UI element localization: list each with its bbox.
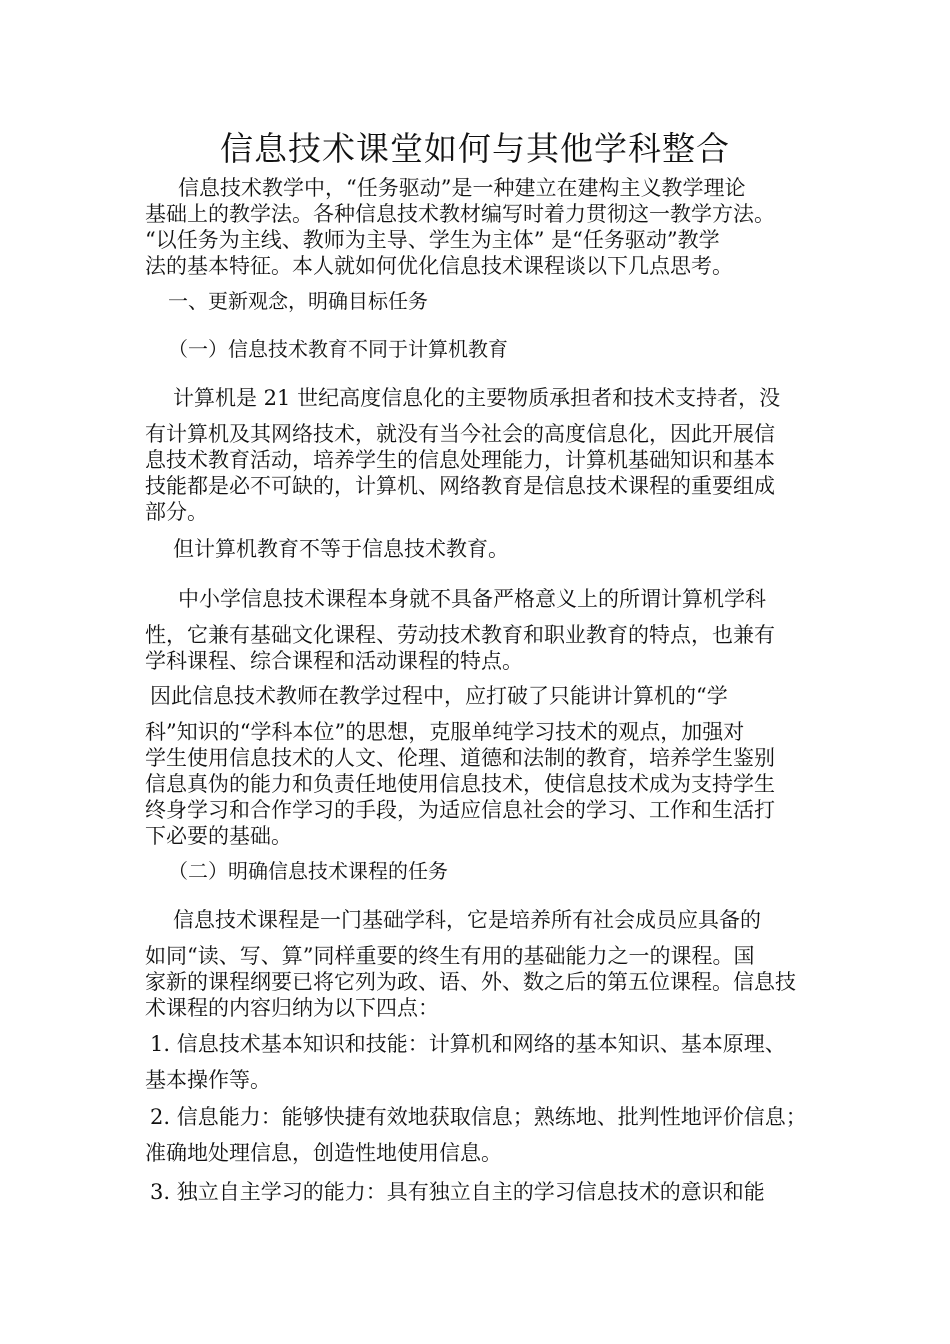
paragraph-line: 3. 独立自主学习的能力：具有独立自主的学习信息技术的意识和能 <box>150 1180 765 1204</box>
paragraph-line: 计算机是 21 世纪高度信息化的主要物质承担者和技术支持者，没 <box>173 386 781 410</box>
paragraph-line: 科”知识的“学科本位”的思想，克服单纯学习技术的观点，加强对 <box>145 720 745 744</box>
paragraph-line: 性，它兼有基础文化课程、劳动技术教育和职业教育的特点，也兼有 <box>145 623 775 647</box>
school-paragraph <box>145 586 810 674</box>
list-item <box>145 1179 810 1205</box>
list-item <box>145 1031 810 1093</box>
paragraph-line: 终身学习和合作学习的手段，为适应信息社会的学习、工作和生活打 <box>145 798 775 822</box>
paragraph-line: 但计算机教育不等于信息技术教育。 <box>173 537 509 561</box>
paragraph-line: 学生使用信息技术的人文、伦理、道德和法制的教育，培养学生鉴别 <box>145 746 775 770</box>
paragraph-line: 部分。 <box>145 500 208 524</box>
paragraph-line: 信息真伪的能力和负责任地使用信息技术，使信息技术成为支持学生 <box>145 772 775 796</box>
paragraph-line: “以任务为主线、教师为主导、学生为主体” 是“任务驱动”教学 <box>145 228 720 252</box>
subsection-heading: （一）信息技术教育不同于计算机教育 <box>168 337 508 361</box>
paragraph-line: 法的基本特征。本人就如何优化信息技术课程谈以下几点思考。 <box>145 254 733 278</box>
paragraph-line: 1. 信息技术基本知识和技能：计算机和网络的基本知识、基本原理、 <box>150 1032 786 1056</box>
course-paragraph <box>145 907 810 1021</box>
paragraph-line: 基础上的教学法。各种信息技术教材编写时着力贯彻这一教学方法。 <box>145 202 775 226</box>
paragraph-line: 下必要的基础。 <box>145 824 292 848</box>
subsection-heading: （二）明确信息技术课程的任务 <box>168 859 448 883</box>
paragraph-line: 2. 信息能力：能够快捷有效地获取信息；熟练地、批判性地评价信息； <box>150 1105 807 1129</box>
not-equal-paragraph <box>145 536 810 562</box>
computer-paragraph <box>145 385 810 525</box>
document-title: 信息技术课堂如何与其他学科整合 <box>220 129 730 168</box>
paragraph-line: 准确地处理信息，创造性地使用信息。 <box>145 1141 502 1165</box>
paragraph-line: 有计算机及其网络技术，就没有当今社会的高度信息化，因此开展信 <box>145 422 775 446</box>
paragraph-line: 信息技术课程是一门基础学科，它是培养所有社会成员应具备的 <box>173 908 761 932</box>
teacher-paragraph <box>145 683 810 849</box>
paragraph-line: 息技术教育活动，培养学生的信息处理能力，计算机基础知识和基本 <box>145 448 775 472</box>
intro-paragraph <box>145 175 810 279</box>
list-item <box>145 1104 810 1166</box>
paragraph-line: 信息技术教学中，“任务驱动”是一种建立在建构主义教学理论 <box>178 176 746 200</box>
section-heading: 一、更新观念，明确目标任务 <box>168 289 428 313</box>
paragraph-line: 基本操作等。 <box>145 1068 271 1092</box>
paragraph-line: 中小学信息技术课程本身就不具备严格意义上的所谓计算机学科 <box>178 587 766 611</box>
paragraph-line: 如同“读、写、算”同样重要的终生有用的基础能力之一的课程。国 <box>145 944 755 968</box>
paragraph-line: 技能都是必不可缺的，计算机、网络教育是信息技术课程的重要组成 <box>145 474 775 498</box>
paragraph-line: 因此信息技术教师在教学过程中，应打破了只能讲计算机的“学 <box>150 684 728 708</box>
paragraph-line: 术课程的内容归纳为以下四点： <box>145 996 439 1020</box>
paragraph-line: 家新的课程纲要已将它列为政、语、外、数之后的第五位课程。信息技 <box>145 970 796 994</box>
paragraph-line: 学科课程、综合课程和活动课程的特点。 <box>145 649 523 673</box>
